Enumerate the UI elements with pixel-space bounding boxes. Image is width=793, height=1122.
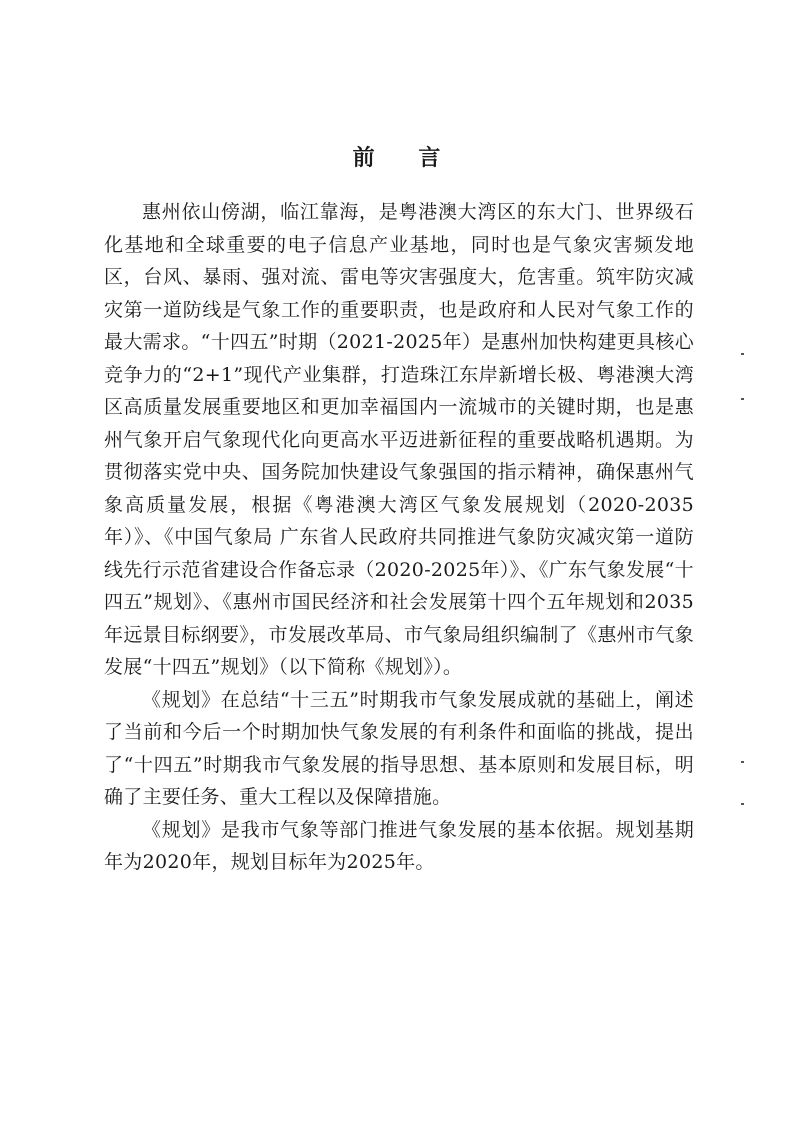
margin-mark — [741, 398, 744, 400]
preface-body — [104, 196, 694, 879]
paragraph-background: 惠州依山傍湖，临江靠海，是粤港澳大湾区的东大门、世界级石化基地和全球重要的电子信息产业基地，同时也是气象灾害频发地区，台风、暴雨、强对流、雷电等灾害强度大，危害重。筑牢防灾减灾第一道防线是气象工作的重要职责，也是政府和人民对气象工作的最大需求。“十四五”时期（2021-2025年）是惠州加快构建更具核心竞争力的“2+1”现代产业集群，打造珠江东岸新增长极、粤港澳大湾区高质量发展重要地区和更加幸福国内一流城市的关键时期，也是惠州气象开启气象现代化向更高水平迈进新征程的重要战略机遇期。为贯彻落实党中央、国务院加快建设气象强国的指示精神，确保惠州气象高质量发展，根据《粤港澳大湾区气象发展规划（2020-2035年）》、《中国气象局 广东省人民政府共同推进气象防灾减灾第一道防线先行示范省建设合作备忘录（2020-2025年）》、《广东气象发展“十四五”规划》、《惠州市国民经济和社会发展第十四个五年规划和2035年远景目标纲要》，市发展改革局、市气象局组织编制了《惠州市气象发展“十四五”规划》（以下简称《规划》）。 — [104, 201, 694, 678]
page-title: 前 言 — [352, 146, 459, 171]
paragraph-basis: 《规划》是我市气象等部门推进气象发展的基本依据。规划基期年为2020年，规划目标年为2025年。 — [104, 818, 694, 873]
paragraph-summary: 《规划》在总结“十三五”时期我市气象发展成就的基础上，阐述了当前和今后一个时期加快气象发展的有利条件和面临的挑战，提出了“十四五”时期我市气象发展的指导思想、基本原则和发展目标，明确了主要任务、重大工程以及保障措施。 — [104, 688, 694, 808]
margin-mark — [741, 761, 744, 763]
margin-mark — [741, 803, 744, 805]
margin-mark — [741, 353, 744, 355]
